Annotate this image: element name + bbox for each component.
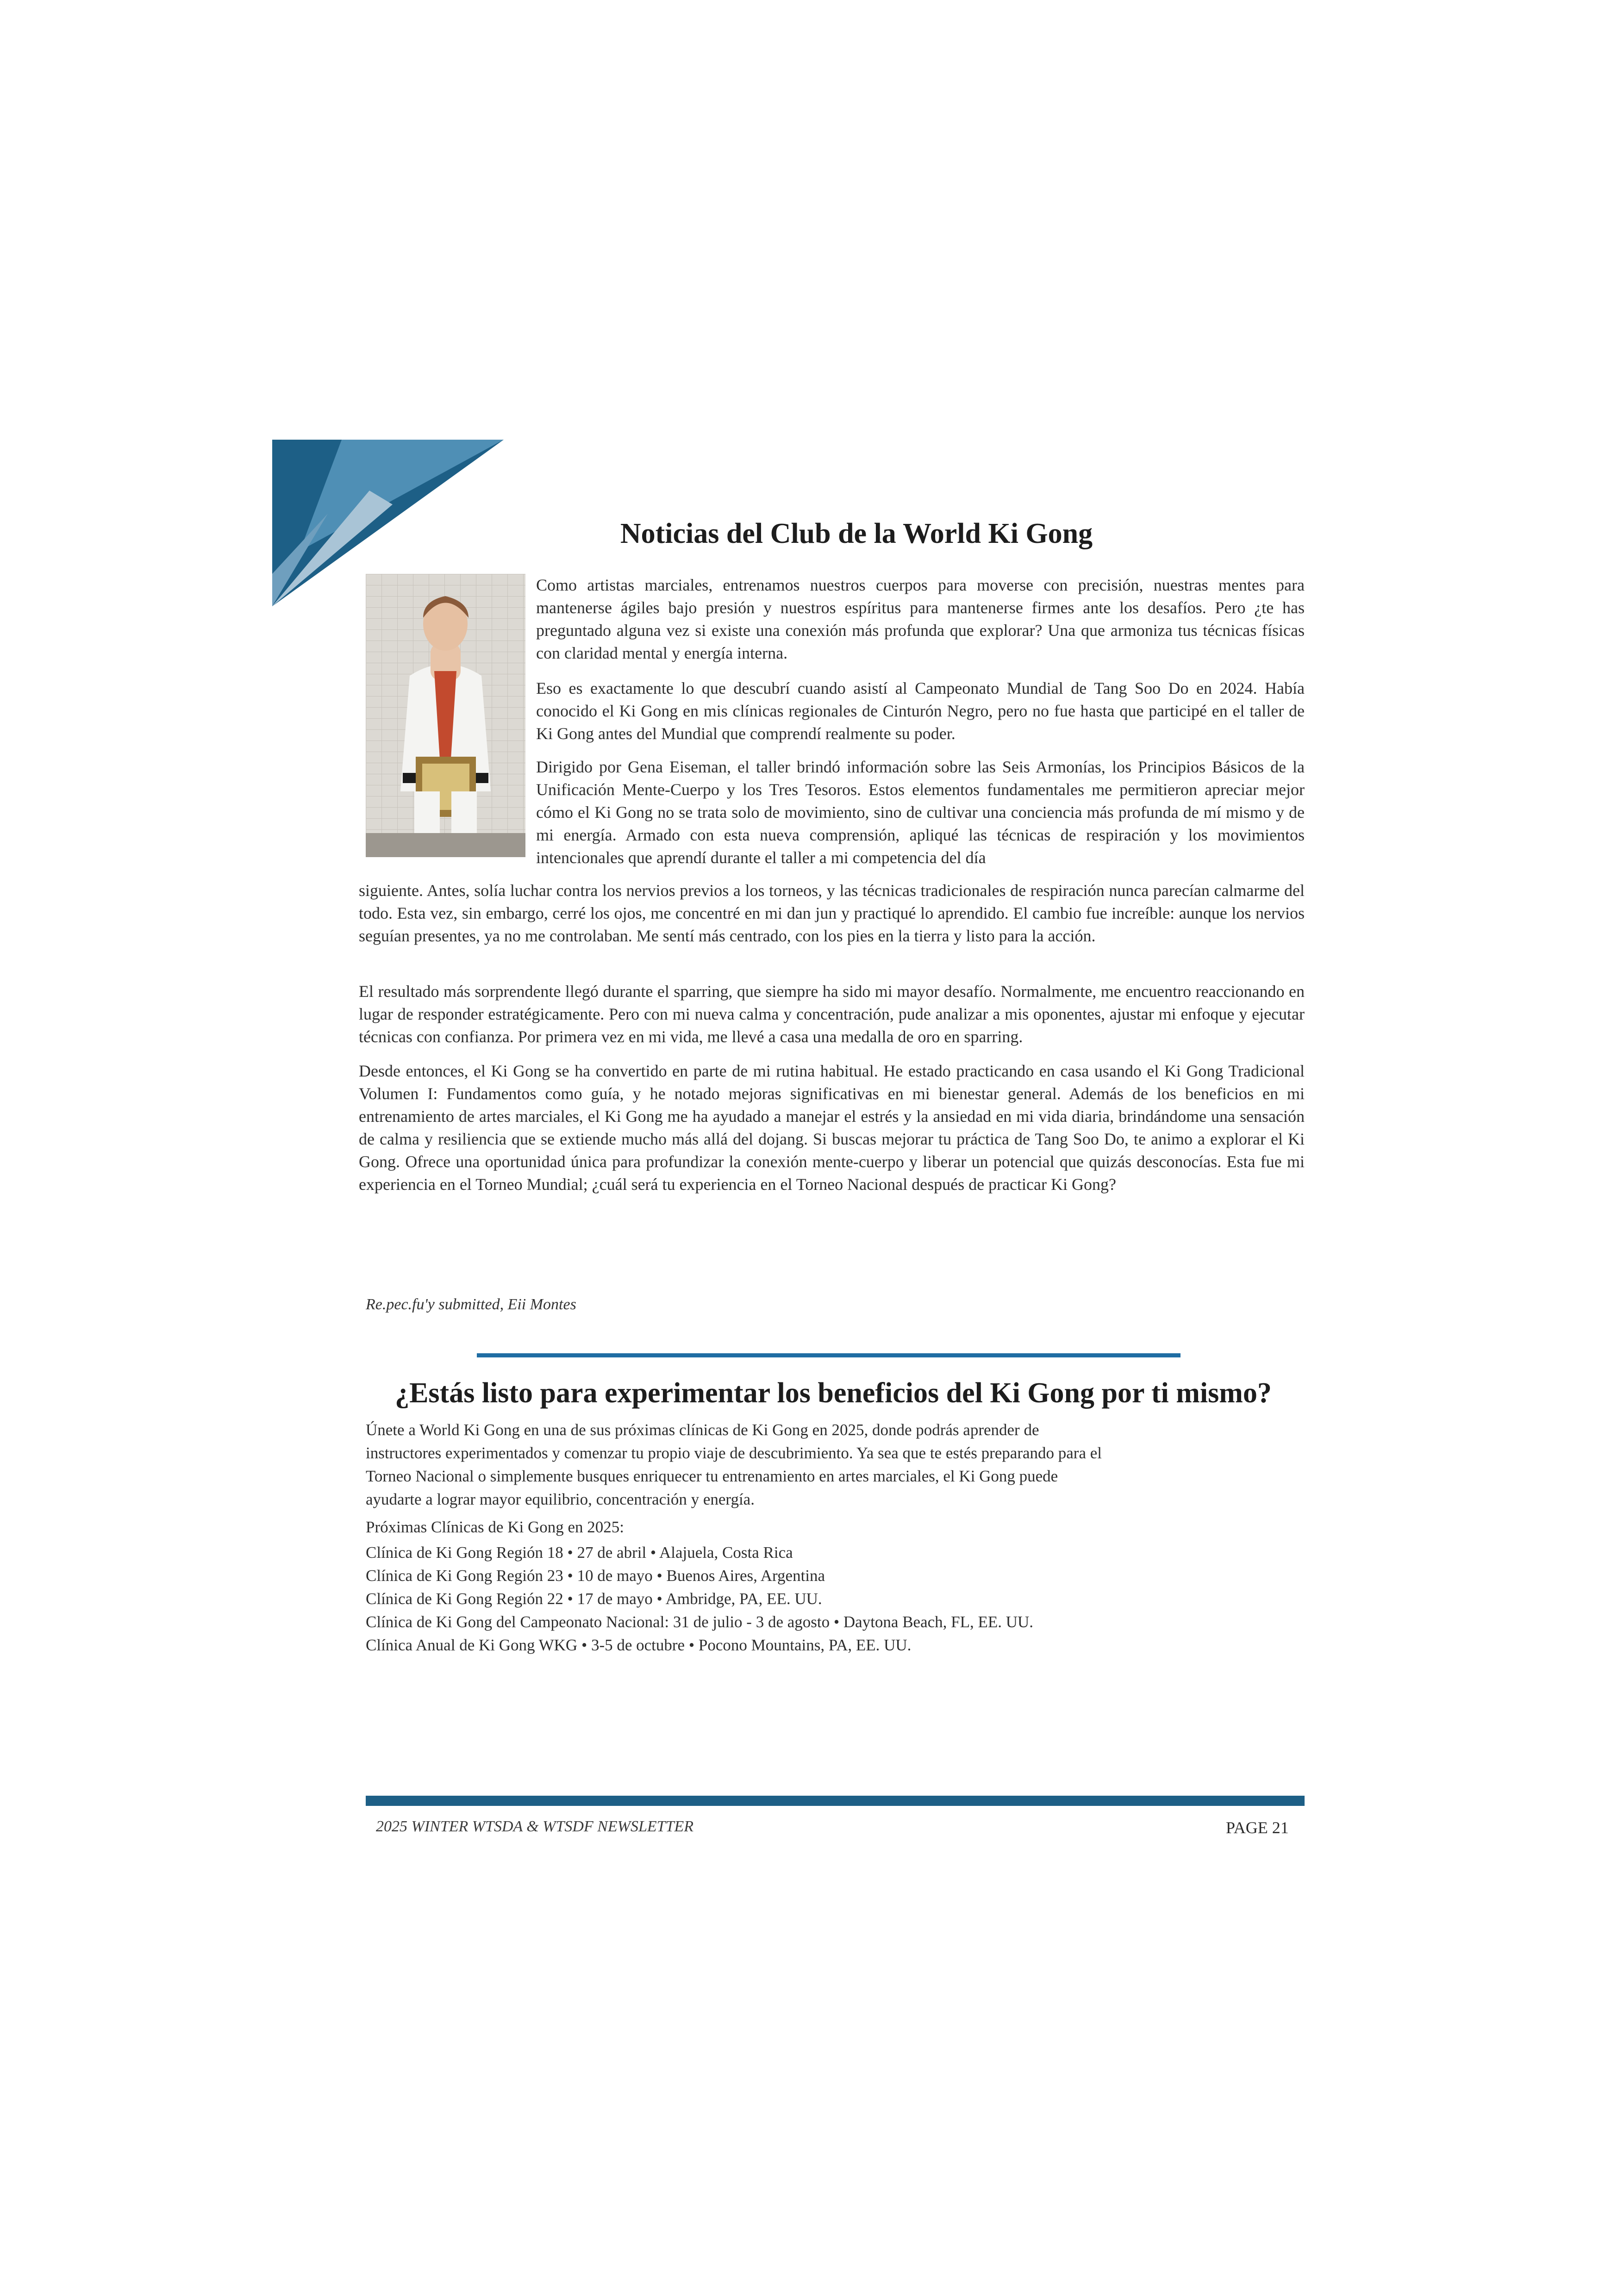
newsletter-name: 2025 WINTER WTSDA & WTSDF NEWSLETTER [376,1818,694,1835]
article-paragraph: Como artistas marciales, entrenamos nuestros cuerpos para moverse con precisión, nuestras mentes para mantenerse ágiles bajo presión y nuestros espíritus para mantenerse firmes ante los desafíos. Pero ¿te has preguntado alguna vez si existe una conexión más profunda que explorar? Una que armoniza tus técnicas físicas con claridad mental y energía interna. [536,576,1305,662]
article-paragraph: siguiente. Antes, solía luchar contra los nervios previos a los torneos, y las técnicas tradicionales de respiración nunca parecían calmarme del todo. Esta vez, sin embargo, cerré los ojos, me concentré en mi dan jun y practiqué lo aprendido. El cambio fue increíble: aunque los nervios seguían presentes, ya no me controlaban. Me sentí más centrado, con los pies en la tierra y listo para la acción. [359,881,1305,945]
page-number: PAGE 21 [1226,1818,1289,1837]
author-photo [366,574,525,857]
article-paragraph: Dirigido por Gena Eiseman, el taller brindó información sobre las Seis Armonías, los Principios Básicos de la Unificación Mente-Cuerpo y los Tres Tesoros. Estos elementos fundamentales me permitieron apreciar mejor cómo el Ki Gong no se trata solo de movimiento, sino de cultivar una conciencia más profunda de mí mismo y de mi energía. Armado con esta nueva comprensión, apliqué las técnicas de respiración y los movimientos intencionales que aprendí durante el taller a mi competencia del día [536,758,1305,867]
footer-bar [366,1796,1305,1806]
clinic-item: Clínica de Ki Gong Región 18 • 27 de abril • Alajuela, Costa Rica [366,1543,793,1562]
clinic-item: Clínica de Ki Gong Región 22 • 17 de mayo • Ambridge, PA, EE. UU. [366,1590,822,1608]
author-signature: Re.pec.fu'y submitted, Eii Montes [366,1296,576,1313]
article-paragraph: Eso es exactamente lo que descubrí cuando asistí al Campeonato Mundial de Tang Soo Do en 2024. Había conocido el Ki Gong en mis clínicas regionales de Cinturón Negro, pero no fue hasta que participé en el taller de Ki Gong antes del Mundial que comprendí realmente su poder. [536,679,1305,743]
clinic-item: Clínica de Ki Gong del Campeonato Nacional: 31 de julio - 3 de agosto • Daytona Beach, FL, EE. UU. [366,1613,1034,1631]
clinic-item: Clínica de Ki Gong Región 23 • 10 de mayo • Buenos Aires, Argentina [366,1567,825,1585]
article-title: Noticias del Club de la World Ki Gong [620,518,1093,549]
article-paragraph: El resultado más sorprendente llegó durante el sparring, que siempre ha sido mi mayor desafío. Normalmente, me encuentro reaccionando en lugar de responder estratégicamente. Pero con mi nueva calma y concentración, pude analizar a mis oponentes, ajustar mi enfoque y ejecutar técnicas con confianza. Por primera vez en mi vida, me llevé a casa una medalla de oro en sparring. [359,982,1305,1046]
article-paragraph: Desde entonces, el Ki Gong se ha convertido en parte de mi rutina habitual. He estado practicando en casa usando el Ki Gong Tradicional Volumen I: Fundamentos como guía, y he notado mejoras significativas en mi bienestar general. Además de los beneficios en mi entrenamiento de artes marciales, el Ki Gong me ha ayudado a manejar el estrés y la ansiedad en mi vida diaria, brindándome una sensación de calma y resiliencia que se extiende mucho más allá del dojang. Si buscas mejorar tu práctica de Tang Soo Do, te animo a explorar el Ki Gong. Ofrece una oportunidad única para profundizar la conexión mente-cuerpo y liberar un potencial que quizás desconocías. Esta fue mi experiencia en el Torneo Mundial; ¿cuál será tu experiencia en el Torneo Nacional después de practicar Ki Gong? [359,1062,1305,1194]
clinics-list [366,1541,1106,1657]
clinic-item: Clínica Anual de Ki Gong WKG • 3-5 de octubre • Pocono Mountains, PA, EE. UU. [366,1636,912,1654]
promo-title: ¿Estás listo para experimentar los beneficios del Ki Gong por ti mismo? [395,1377,1272,1409]
promo-body: Únete a World Ki Gong en una de sus próximas clínicas de Ki Gong en 2025, donde podrás aprender de instructores experimentados y comenzar tu propio viaje de descubrimiento. Ya sea que te estés preparando para el Torneo Nacional o simplemente busques enriquecer tu entrenamiento en artes marciales, el Ki Gong puede ayudarte a lograr mayor equilibrio, concentración y energía. [366,1421,1102,1508]
clinics-heading: Próximas Clínicas de Ki Gong en 2025: [366,1518,625,1536]
photo-illustration [366,574,525,857]
section-divider [477,1353,1181,1357]
